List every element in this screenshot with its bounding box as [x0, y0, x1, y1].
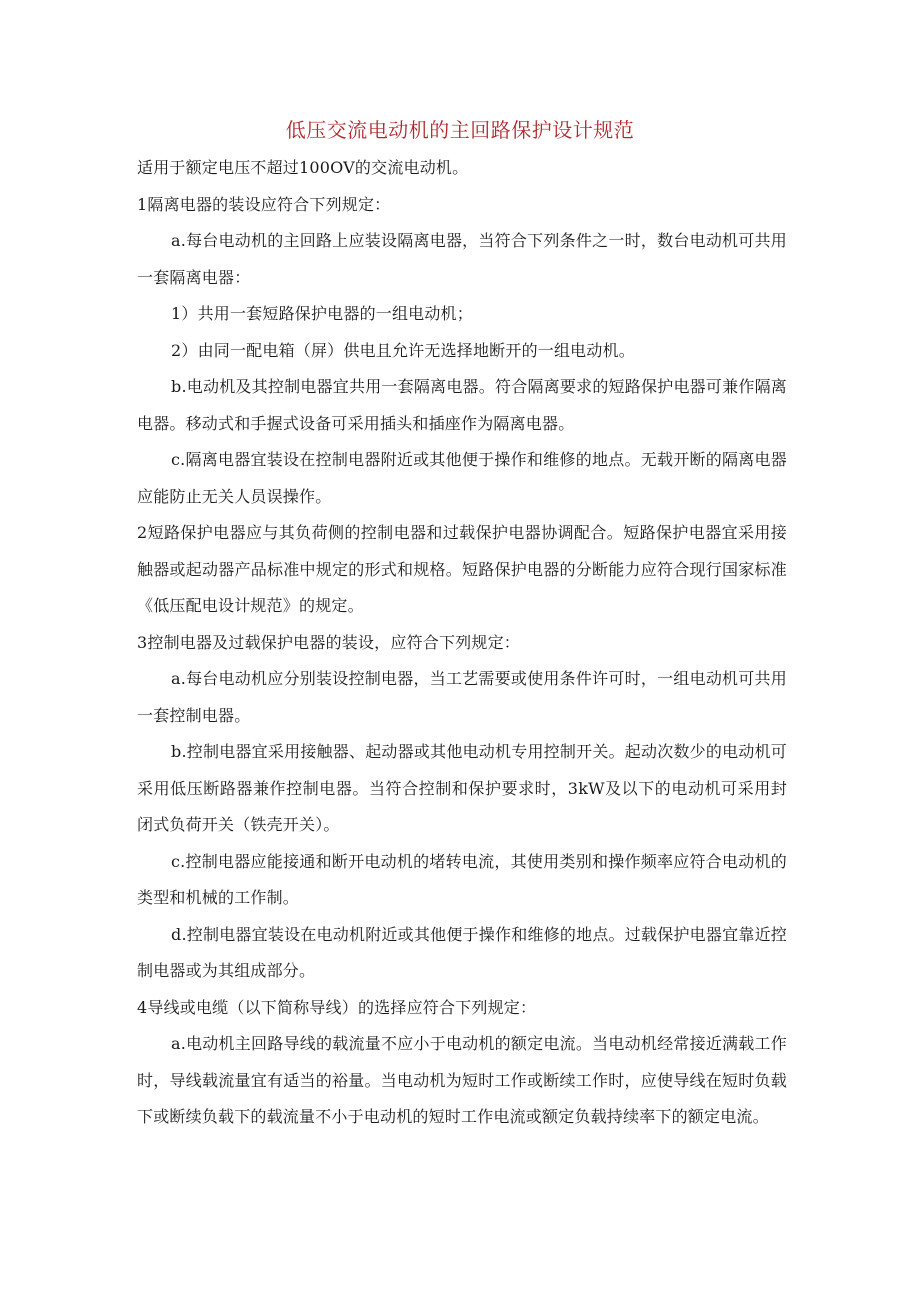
section-1-subitem-2: 2）由同一配电箱（屏）供电且允许无选择地断开的一组电动机。	[171, 340, 635, 360]
section-1-item-b: b.电动机及其控制电器宜共用一套隔离电器。符合隔离要求的短路保护电器可兼作隔离电器。移动式和手握式设备可采用插头和插座作为隔离电器。	[137, 377, 787, 433]
section-3-item-d: d.控制电器宜装设在电动机附近或其他便于操作和维修的地点。过载保护电器宜靠近控制电器或为其组成部分。	[137, 924, 787, 980]
section-4-item-a: a.电动机主回路导线的载流量不应小于电动机的额定电流。当电动机经常接近满载工作时，导线载流量宜有适当的裕量。当电动机为短时工作或断续工作时，应使导线在短时负载下或断续负载下的载流量不小于电动机的短时工作电流或额定负载持续率下的额定电流。	[137, 1034, 787, 1126]
section-4-heading: 4导线或电缆（以下简称导线）的选择应符合下列规定：	[137, 997, 537, 1017]
section-2-paragraph: 2短路保护电器应与其负荷侧的控制电器和过载保护电器协调配合。短路保护电器宜采用接触器或起动器产品标准中规定的形式和规格。短路保护电器的分断能力应符合现行国家标准《低压配电设计规范》的规定。	[137, 523, 787, 615]
section-3-heading: 3控制电器及过载保护电器的装设，应符合下列规定：	[137, 632, 520, 652]
section-3-item-b: b.控制电器宜采用接触器、起动器或其他电动机专用控制开关。起动次数少的电动机可采用低压断路器兼作控制电器。当符合控制和保护要求时，3kW及以下的电动机可采用封闭式负荷开关（铁壳开关）。	[137, 742, 787, 834]
section-1-item-c: c.隔离电器宜装设在控制电器附近或其他便于操作和维修的地点。无载开断的隔离电器应能防止无关人员误操作。	[137, 450, 787, 506]
section-1-subitem-1: 1）共用一套短路保护电器的一组电动机；	[171, 304, 473, 323]
section-3-item-a: a.每台电动机应分别装设控制电器，当工艺需要或使用条件许可时，一组电动机可共用一套控制电器。	[137, 669, 787, 725]
section-1-heading: 1隔离电器的装设应符合下列规定：	[137, 194, 391, 214]
paragraph-scope: 适用于额定电压不超过100OV的交流电动机。	[137, 158, 469, 177]
section-3-item-c: c.控制电器应能接通和断开电动机的堵转电流，其使用类别和操作频率应符合电动机的类型和机械的工作制。	[137, 851, 787, 907]
document-title: 低压交流电动机的主回路保护设计规范	[285, 118, 635, 142]
document-body	[137, 150, 787, 1136]
section-1-item-a: a.每台电动机的主回路上应装设隔离电器，当符合下列条件之一时，数台电动机可共用一套隔离电器：	[137, 231, 787, 287]
